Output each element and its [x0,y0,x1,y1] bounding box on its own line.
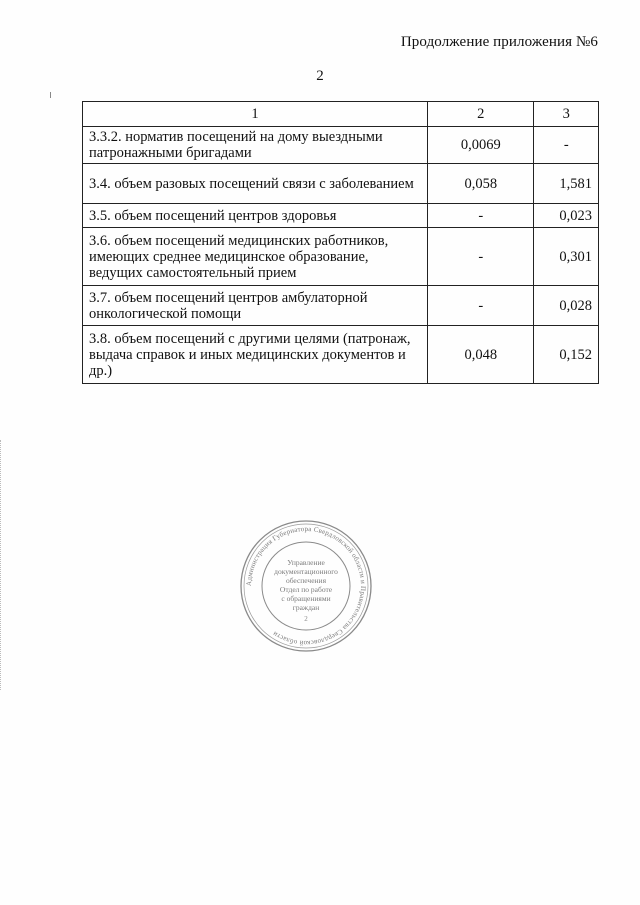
column-header-1: 1 [83,102,428,127]
appendix-continuation-note: Продолжение приложения №6 [400,34,598,50]
table-row [83,326,599,384]
scan-artifact [50,92,51,98]
row-value-col3: 0,028 [534,286,599,326]
row-label: 3.7. объем посещений центров амбулаторной онкологической помощи [83,286,428,326]
table-row [83,127,599,164]
stamp-center-line-5: с обращениями [281,594,331,603]
row-label: 3.6. объем посещений медицинских работников, имеющих среднее медицинское образование, ведущих самостоятельный прием [83,228,428,286]
row-value-col2: 0,048 [428,326,534,384]
column-header-2: 2 [428,102,534,127]
page-number: 2 [316,68,324,84]
table-header-row [83,102,599,127]
row-value-col2: - [428,204,534,228]
stamp-center-line-3: обеспечения [285,576,327,585]
stamp-center-line-6: граждан [292,603,320,612]
stamp-center-line-2: документационного [274,567,338,576]
row-value-col2: 0,0069 [428,127,534,164]
row-value-col2: - [428,228,534,286]
stamp-center-line-1: Управление [287,558,325,567]
official-round-stamp [239,519,373,653]
row-label: 3.5. объем посещений центров здоровья [83,204,428,228]
table-row [83,228,599,286]
stamp-ring-text: Администрация Губернатора Свердловской области и Правительства Свердловской области [244,524,368,648]
row-value-col3: 0,301 [534,228,599,286]
norms-table [82,101,599,384]
row-value-col2: 0,058 [428,164,534,204]
stamp-center-line-4: Отдел по работе [279,585,333,594]
row-value-col3: - [534,127,599,164]
column-header-3: 3 [534,102,599,127]
row-value-col3: 1,581 [534,164,599,204]
row-label: 3.8. объем посещений с другими целями (патронаж, выдача справок и иных медицинских документов и др.) [83,326,428,384]
row-value-col3: 0,152 [534,326,599,384]
table-row [83,204,599,228]
table-row [83,164,599,204]
row-value-col3: 0,023 [534,204,599,228]
margin-scan-dots [0,440,3,690]
stamp-center-mark: 2 [304,615,308,623]
row-value-col2: - [428,286,534,326]
table-row [83,286,599,326]
row-label: 3.4. объем разовых посещений связи с заболеванием [83,164,428,204]
row-label: 3.3.2. норматив посещений на дому выездными патронажными бригадами [83,127,428,164]
